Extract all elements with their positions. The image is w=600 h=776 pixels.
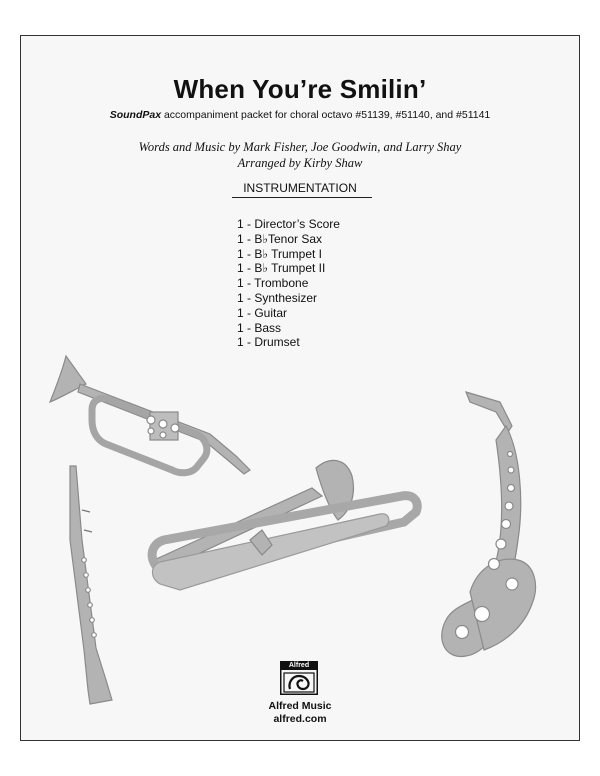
saxophone-icon xyxy=(442,392,536,656)
instrument-item: 1 - B♭Tenor Sax xyxy=(237,231,323,246)
instrument-item: 1 - B♭ Trumpet I xyxy=(237,246,323,261)
arranger-credit: Arranged by Kirby Shaw xyxy=(237,156,363,170)
instrument-item: 1 - B♭ Trumpet II xyxy=(237,261,326,276)
alfred-logo xyxy=(280,661,318,695)
logo-label: Alfred xyxy=(280,661,318,670)
publisher-url[interactable]: alfred.com xyxy=(273,713,327,725)
trumpet-icon xyxy=(50,356,250,474)
instrument-item: 1 - Director’s Score xyxy=(237,217,340,231)
subtitle-text: accompaniment packet for choral octavo #51139, #51140, and #51141 xyxy=(161,109,491,121)
brand-name: SoundPax xyxy=(109,109,162,121)
trombone-icon xyxy=(152,460,417,590)
publisher-name: Alfred Music xyxy=(268,700,332,712)
words-music-credit: Words and Music by Mark Fisher, Joe Goodwin, and Larry Shay xyxy=(138,140,462,154)
page-title: When You’re Smilin’ xyxy=(173,74,427,104)
instrument-item: 1 - Drumset xyxy=(237,335,300,350)
instrument-item: 1 - Bass xyxy=(237,320,282,335)
clarinet-icon xyxy=(70,466,112,704)
instrument-item: 1 - Synthesizer xyxy=(237,290,318,305)
instrument-item: 1 - Guitar xyxy=(237,305,288,320)
instrument-item: 1 - Trombone xyxy=(237,276,309,291)
instrumentation-heading: INSTRUMENTATION xyxy=(243,181,357,195)
publisher-info xyxy=(0,700,600,726)
